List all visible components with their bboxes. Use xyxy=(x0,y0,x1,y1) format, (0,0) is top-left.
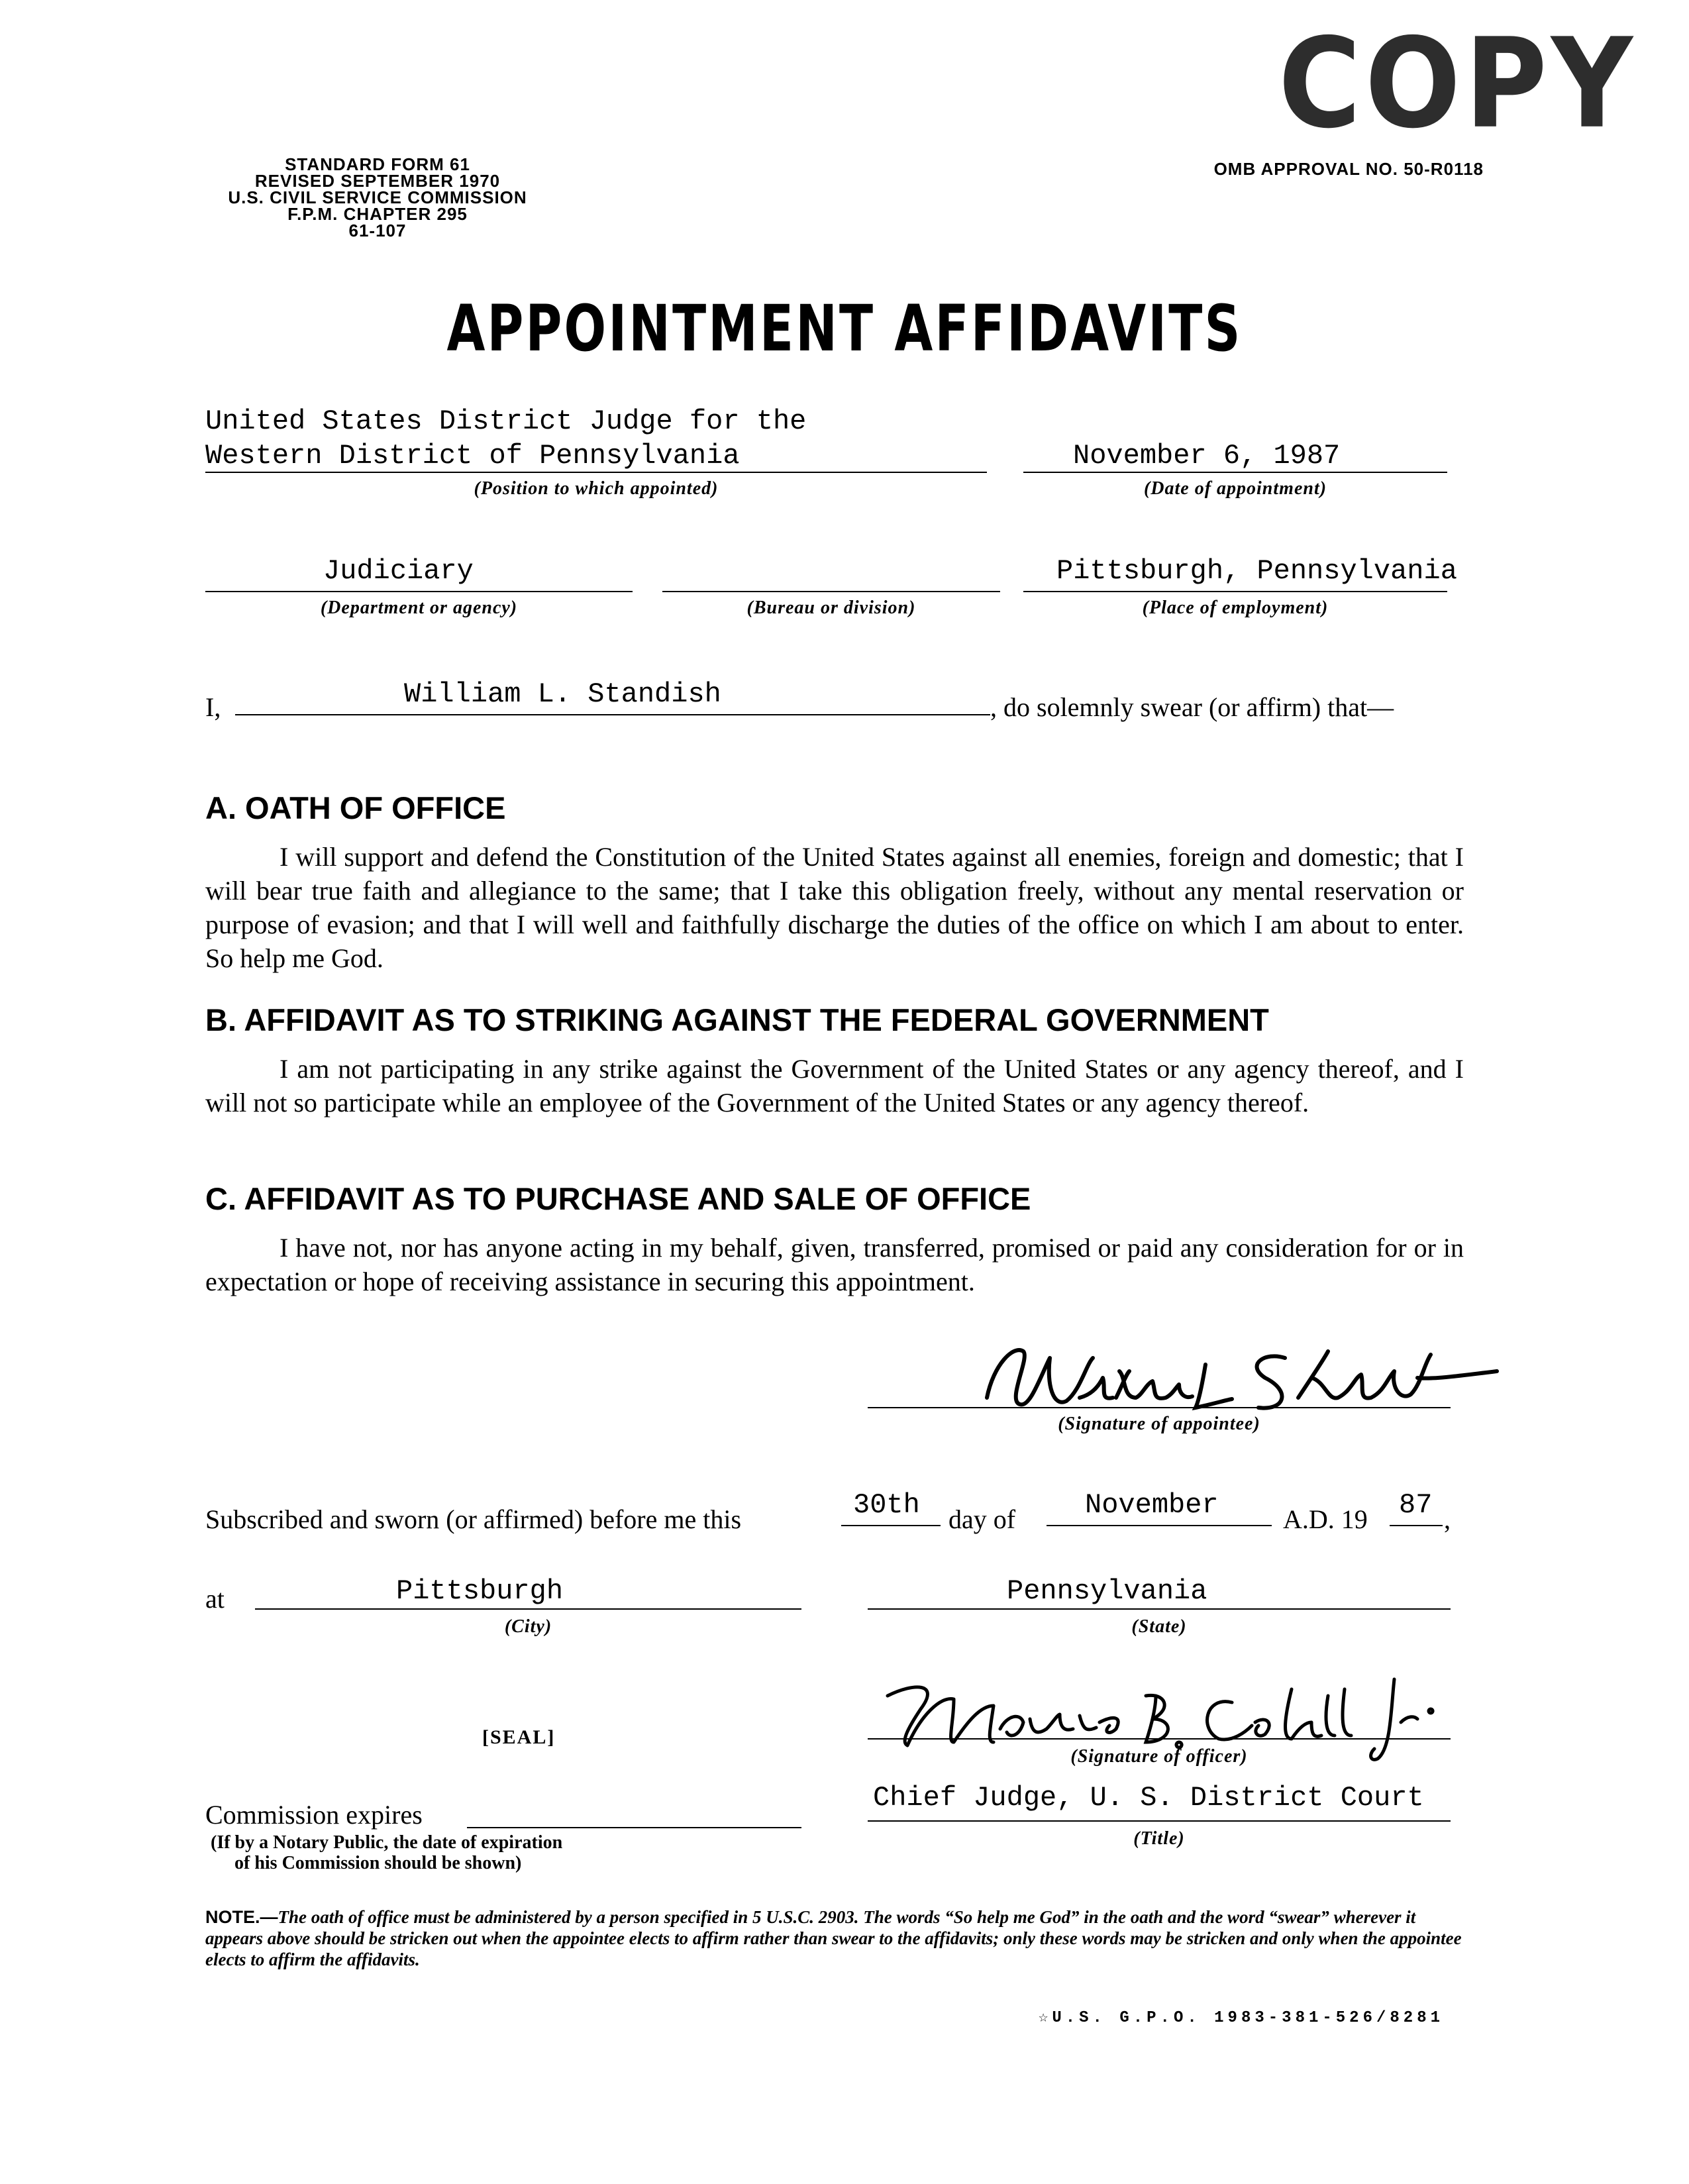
sworn-month: November xyxy=(1085,1489,1219,1521)
date-of-appointment-value: November 6, 1987 xyxy=(1073,440,1341,472)
position-line-1: United States District Judge for the xyxy=(205,405,807,437)
sworn-end: , xyxy=(1444,1504,1451,1534)
state-underline xyxy=(868,1608,1451,1610)
appointee-name-underline xyxy=(235,714,990,715)
section-b-text: I am not participating in any strike against the Government of the United States or any agency thereof, and I will not so participate while an employee of the Government of the United States or any agency thereof. xyxy=(205,1054,1464,1118)
appointee-signature-line xyxy=(868,1407,1451,1408)
footnote xyxy=(205,1906,1464,1970)
commission-expires-underline xyxy=(467,1827,801,1828)
place-underline xyxy=(1023,591,1447,592)
state-value: Pennsylvania xyxy=(1007,1575,1207,1607)
officer-title-caption: (Title) xyxy=(1133,1828,1185,1849)
section-a-heading: A. OATH OF OFFICE xyxy=(205,790,506,825)
form-chapter: F.P.M. CHAPTER 295 xyxy=(287,204,468,224)
commission-hint-line-2: of his Commission should be shown) xyxy=(234,1853,522,1873)
form-revision: REVISED SEPTEMBER 1970 xyxy=(254,171,501,191)
officer-title-value: Chief Judge, U. S. District Court xyxy=(873,1782,1424,1814)
form-agency: U.S. CIVIL SERVICE COMMISSION xyxy=(228,187,527,207)
appointee-name: William L. Standish xyxy=(404,678,721,710)
omb-approval: OMB APPROVAL NO. 50-R0118 xyxy=(1213,159,1484,179)
department-underline xyxy=(205,591,633,592)
city-caption: (City) xyxy=(504,1616,552,1637)
commission-hint-line-1: (If by a Notary Public, the date of expiration xyxy=(211,1832,563,1853)
oath-suffix: , do solemnly swear (or affirm) that— xyxy=(990,692,1394,722)
department-caption: (Department or agency) xyxy=(320,598,518,618)
note-label: NOTE.— xyxy=(205,1907,278,1927)
form-identification xyxy=(199,156,556,239)
page-title: APPOINTMENT AFFIDAVITS xyxy=(446,291,1243,366)
section-b-heading: B. AFFIDAVIT AS TO STRIKING AGAINST THE FEDERAL GOVERNMENT xyxy=(205,1002,1269,1037)
officer-signature-line xyxy=(868,1738,1451,1740)
seal-marker: [SEAL] xyxy=(482,1726,556,1748)
section-a-text: I will support and defend the Constitution of the United States against all enemies, foreign and domestic; that I will bear true faith and allegiance to the same; that I take this obligation freely, without any mental reservation or purpose of evasion; and that I will well and faithfully discharge the duties of the office on which I am about to enter. So help me God. xyxy=(205,842,1464,973)
location-at: at xyxy=(205,1584,225,1614)
commission-expires-label: Commission expires xyxy=(205,1800,423,1830)
appointee-signature-caption: (Signature of appointee) xyxy=(1058,1414,1260,1434)
form-number: STANDARD FORM 61 xyxy=(285,154,470,174)
sworn-prefix: Subscribed and sworn (or affirmed) before me this xyxy=(205,1504,742,1534)
department-value: Judiciary xyxy=(323,555,474,587)
officer-title-underline xyxy=(868,1820,1451,1822)
city-value: Pittsburgh xyxy=(396,1575,564,1607)
note-text: The oath of office must be administered by a person specified in 5 U.S.C. 2903. The words “So help me God” in the oath and the word “swear” wherever it appears above should be stricken out when the appointee elects to affirm rather than swear to the affidavits; only these words may be stricken and only when the appointee elects to affirm the affidavits. xyxy=(205,1907,1462,1969)
section-c-heading: C. AFFIDAVIT AS TO PURCHASE AND SALE OF OFFICE xyxy=(205,1181,1031,1216)
copy-stamp: COPY xyxy=(1278,12,1637,156)
place-caption: (Place of employment) xyxy=(1142,598,1329,618)
state-caption: (State) xyxy=(1131,1616,1187,1637)
city-underline xyxy=(255,1608,801,1610)
sworn-day-underline xyxy=(841,1525,941,1526)
position-underline xyxy=(205,472,987,473)
sworn-ad: A.D. 19 xyxy=(1283,1504,1368,1534)
sworn-month-underline xyxy=(1047,1525,1272,1526)
place-of-employment-value: Pittsburgh, Pennsylvania xyxy=(1056,555,1457,587)
bureau-caption: (Bureau or division) xyxy=(746,598,916,618)
sworn-day-of: day of xyxy=(948,1504,1016,1534)
form-code: 61-107 xyxy=(348,221,407,240)
officer-signature-caption: (Signature of officer) xyxy=(1070,1746,1248,1767)
gpo-print-code: ☆U.S. G.P.O. 1983-381-526/8281 xyxy=(1038,2009,1444,2027)
oath-prefix: I, xyxy=(205,692,221,722)
date-caption: (Date of appointment) xyxy=(1143,478,1327,499)
sworn-year: 87 xyxy=(1399,1489,1433,1521)
date-underline xyxy=(1023,472,1447,473)
position-caption: (Position to which appointed) xyxy=(474,478,719,499)
bureau-underline xyxy=(662,591,1000,592)
sworn-day: 30th xyxy=(853,1489,920,1521)
sworn-year-underline xyxy=(1390,1525,1443,1526)
section-c-text: I have not, nor has anyone acting in my behalf, given, transferred, promised or paid any consideration for or in expectation or hope of receiving assistance in securing this appointment. xyxy=(205,1233,1464,1296)
position-line-2: Western District of Pennsylvania xyxy=(205,440,740,472)
commission-hint xyxy=(211,1832,562,1873)
